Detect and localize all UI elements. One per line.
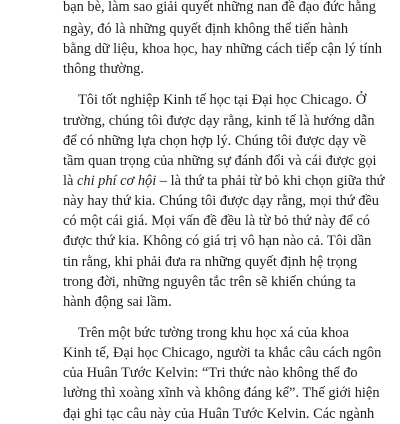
text-line: Trên một bức tường trong khu học xá của khoa [78,324,349,341]
text-line: bạn bè, làm sao giải quyết những nan đề đạo đức hằng [63,0,376,15]
text-line: tầm quan trọng của những sự đánh đổi và cái được gọi [63,152,377,169]
text-line: Kinh tế, Đại học Chicago, người ta khắc câu cách ngôn [63,345,382,362]
text-line: ngày, đó là những quyết định không thể tiến hành [63,21,349,37]
text-line-with-italic [63,171,385,191]
paragraph-gap [63,79,338,90]
text-line: đại ghi tạc câu này của Huân Tước Kelvin. Các ngành [63,405,375,422]
text-line: trong đời, những nguyên tắc trên sẽ khiến chúng ta [63,273,356,290]
text-line: để có những lựa chọn hợp lý. Chúng tôi được dạy về [63,132,367,149]
text-line: thông thường. [63,61,144,78]
paragraph-gap [63,312,338,323]
italic-term: chi phí cơ hội [76,172,157,189]
paragraph-kelvin [63,323,382,424]
paragraph-continuation [63,0,382,79]
text-line: lường thì xoàng xĩnh và không đáng kể”. Thế giới hiện [63,385,380,402]
text-line: có một cái giá. Mọi vấn đề đều là từ bỏ thứ này để có [63,213,370,230]
text-line: hành động sai lầm. [63,293,172,310]
text-line: được thứ kia. Không có giá trị vô hạn nào cả. Tôi dần [63,233,372,250]
text-line: tin rằng, khi phải đưa ra những quyết định hệ trọng [63,253,358,270]
paragraph-chicago [63,90,385,312]
text-line: trường, chúng tôi được dạy rằng, kinh tế là hướng dẫn [63,112,375,129]
text-line-content: là chi phí cơ hội – là thứ ta phải từ bỏ khi chọn giữa thứ [63,172,385,189]
text-line: của Huân Tước Kelvin: “Tri thức nào không thể đo [63,365,358,382]
text-line: này hay thứ kia. Chúng tôi được dạy rằng, mọi thứ đều [63,193,379,210]
text-line: bằng dữ liệu, khoa học, hay những cách tiếp cận lý tính [63,41,382,58]
text-line: Tôi tốt nghiệp Kinh tế học tại Đại học Chicago. Ở [78,92,367,109]
